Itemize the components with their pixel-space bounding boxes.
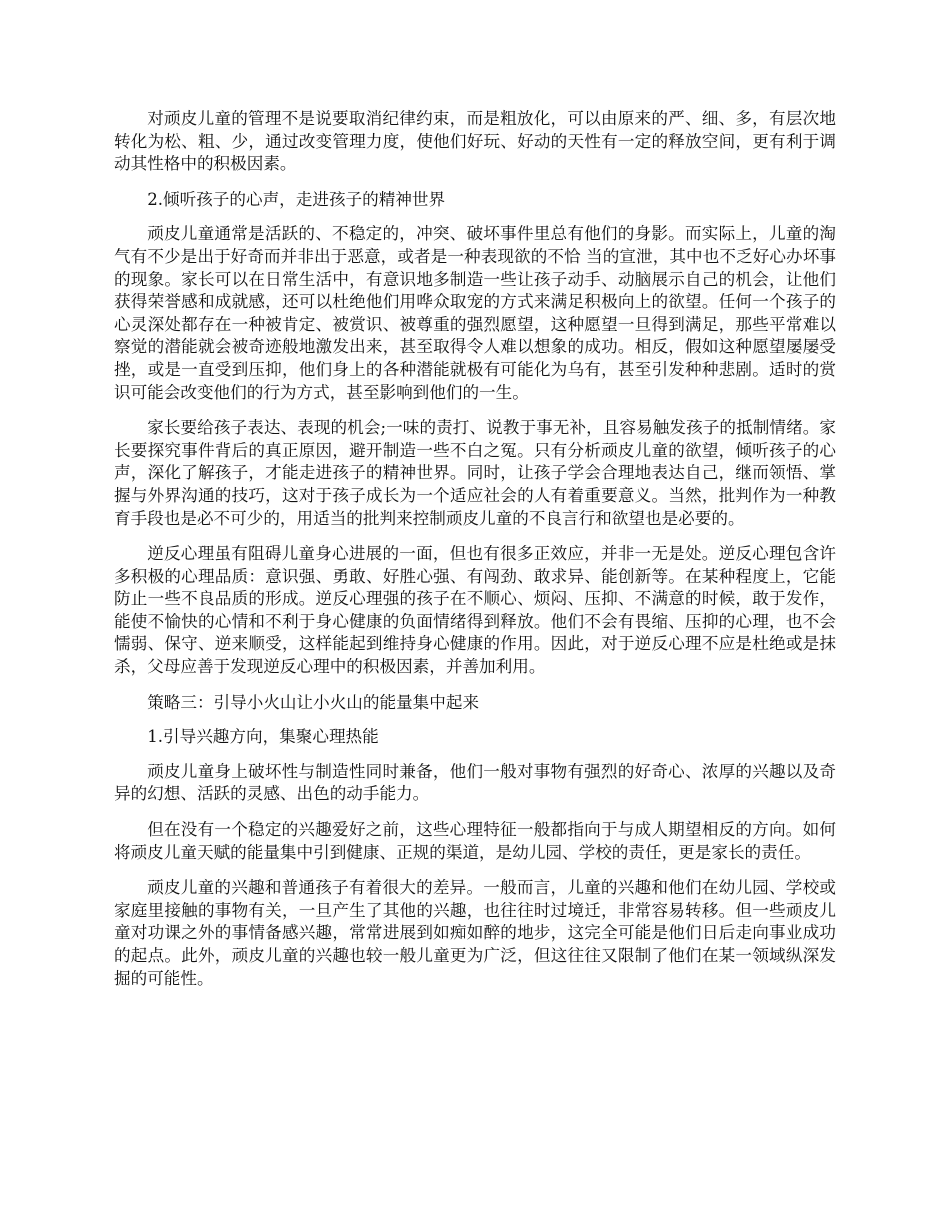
strategy-heading-three: 策略三：引导小火山让小火山的能量集中起来 [147, 692, 480, 712]
paragraph-interest-difference: 顽皮儿童的兴趣和普通孩子有着很大的差异。一般而言，儿童的兴趣和他们在幼儿园、学校或家庭里接触的事物有关，一旦产生了其他的兴趣，也往往时过境迁，非常容易转移。但一些顽皮儿童对功课之外的事情备感兴趣，常常进展到如痴如醉的地步，这完全可能是他们日后走向事业成功的起点。此外，顽皮儿童的兴趣也较一般儿童更为广泛，但这往往又限制了他们在某一领域纵深发掘的可能性。 [114, 878, 836, 988]
paragraph-naughty-children: 顽皮儿童通常是活跃的、不稳定的，冲突、破坏事件里总有他们的身影。而实际上，儿童的淘气有不少是出于好奇而并非出于恶意，或者是一种表现欲的不恰 当的宣泄，其中也不乏好心办坏事的现象。家长可以在日常生活中，有意识地多制造一些让孩子动手、动脑展示自己的机会，让他们获得荣誉感和成就感，还可以杜绝他们用哗众取宠的方式来满足积极向上的欲望。任何一个孩子的心灵深处都存在一种被肯定、被赏识、被尊重的强烈愿望，这种愿望一旦得到满足，那些平常难以察觉的潜能就会被奇迹般地激发出来，甚至取得令人难以想象的成功。相反，假如这种愿望屡屡受挫，或是一直受到压抑，他们身上的各种潜能就极有可能化为乌有，甚至引发种种悲剧。适时的赏识可能会改变他们的行为方式，甚至影响到他们的一生。 [114, 224, 836, 402]
paragraph-management: 对顽皮儿童的管理不是说要取消纪律约束，而是粗放化，可以由原来的严、细、多，有层次地转化为松、粗、少，通过改变管理力度，使他们好玩、好动的天性有一定的释放空间，更有利于调动其性格中的积极因素。 [114, 109, 836, 174]
section-heading-interest: 1.引导兴趣方向，集聚心理热能 [147, 727, 379, 747]
paragraph-destructive-creative: 顽皮儿童身上破坏性与制造性同时兼备，他们一般对事物有强烈的好奇心、浓厚的兴趣以及奇异的幻想、活跃的灵感、出色的动手能力。 [114, 761, 836, 804]
paragraph-parents-expression: 家长要给孩子表达、表现的机会;一味的责打、说教于事无补，且容易触发孩子的抵制情绪。家长要探究事件背后的真正原因，避开制造一些不白之冤。只有分析顽皮儿童的欲望，倾听孩子的心声，深化了解孩子，才能走进孩子的精神世界。同时，让孩子学会合理地表达自己，继而领悟、掌握与外界沟通的技巧，这对于孩子成长为一个适应社会的人有着重要意义。当然，批判作为一种教育手段也是必不可少的，用适当的批判来控制顽皮儿童的不良言行和欲望也是必要的。 [114, 418, 836, 528]
paragraph-stable-interest: 但在没有一个稳定的兴趣爱好之前，这些心理特征一般都指向于与成人期望相反的方向。如何将顽皮儿童天赋的能量集中引到健康、正规的渠道，是幼儿园、学校的责任，更是家长的责任。 [114, 820, 836, 862]
section-heading-listen: 2.倾听孩子的心声，走进孩子的精神世界 [147, 189, 446, 209]
paragraph-rebellious-psychology: 逆反心理虽有阻碍儿童身心进展的一面，但也有很多正效应，并非一无是处。逆反心理包含许多积极的心理品质：意识强、勇敢、好胜心强、有闯劲、敢求异、能创新等。在某种程度上，它能防止一些不良品质的形成。逆反心理强的孩子在不顺心、烦闷、压抑、不满意的时候，敢于发作，能使不愉快的心情和不利于身心健康的负面情绪得到释放。他们不会有畏缩、压抑的心理，也不会懦弱、保守、逆来顺受，这样能起到维持身心健康的作用。因此，对于逆反心理不应是杜绝或是抹杀，父母应善于发现逆反心理中的积极因素，并善加利用。 [114, 544, 836, 677]
